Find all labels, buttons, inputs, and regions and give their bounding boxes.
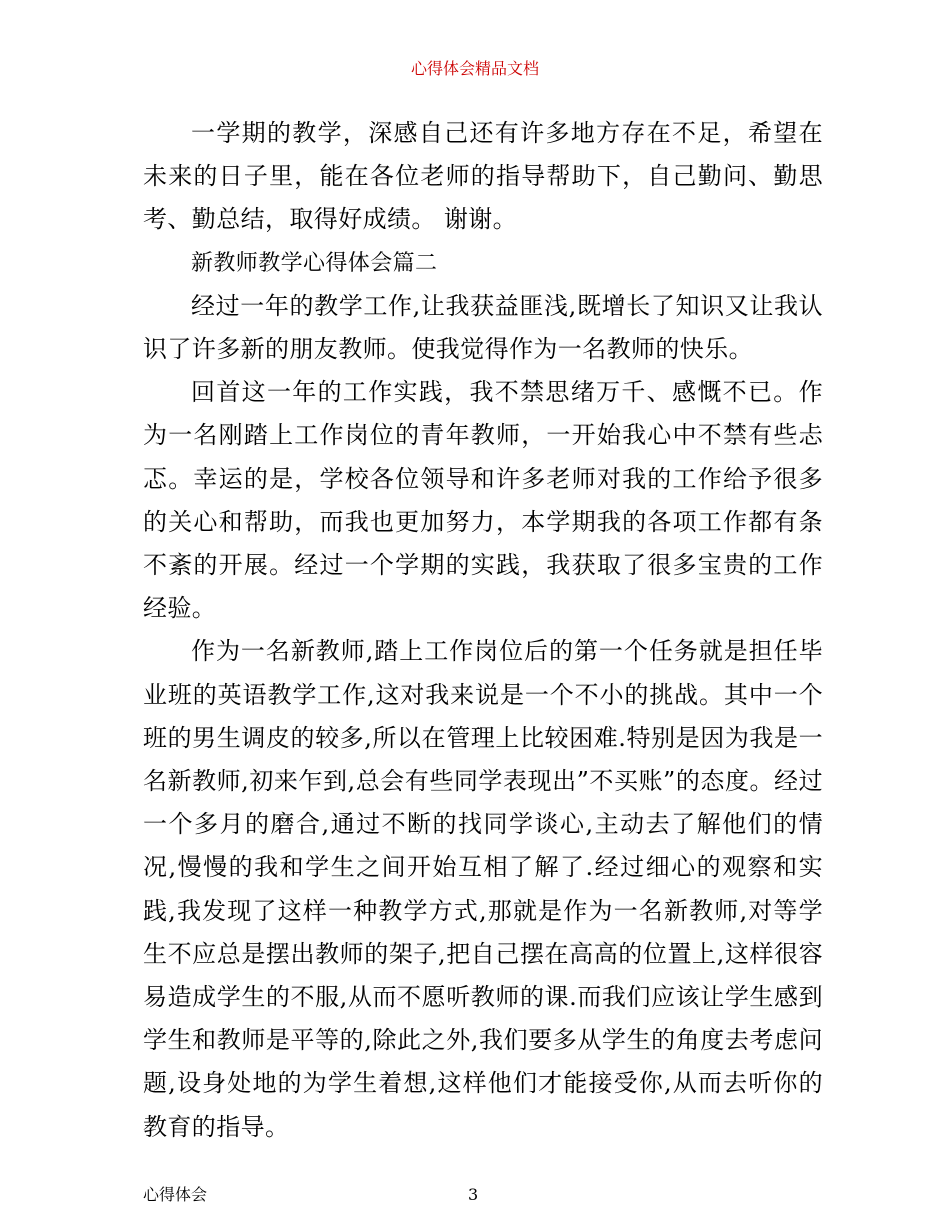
paragraph-2: 经过一年的教学工作,让我获益匪浅,既增长了知识又让我认识了许多新的朋友教师。使我觉得作为一名教师的快乐。 [143,291,823,364]
section-heading: 新教师教学心得体会篇二 [191,250,438,276]
page-header-title: 心得体会精品文档 [410,59,539,78]
page-number: 3 [468,1185,479,1204]
footer-label: 心得体会 [143,1185,208,1204]
paragraph-1: 一学期的教学，深感自己还有许多地方存在不足，希望在未来的日子里，能在各位老师的指导帮助下，自己勤问、勤思考、勤总结，取得好成绩。 谢谢。 [143,119,823,234]
paragraph-3: 回首这一年的工作实践，我不禁思绪万千、感慨不已。作为一名刚踏上工作岗位的青年教师，一开始我心中不禁有些忐忑。幸运的是，学校各位领导和许多老师对我的工作给予很多的关心和帮助，而我也更加努力，本学期我的各项工作都有条不紊的开展。经过一个学期的实践，我获取了很多宝贵的工作经验。 [143,378,823,623]
paragraph-4: 作为一名新教师,踏上工作岗位后的第一个任务就是担任毕业班的英语教学工作,这对我来说是一个不小的挑战。其中一个班的男生调皮的较多,所以在管理上比较困难.特别是因为我是一名新教师,初来乍到,总会有些同学表现出”不买账”的态度。经过一个多月的磨合,通过不断的找同学谈心,主动去了解他们的情况,慢慢的我和学生之间开始互相了解了.经过细心的观察和实践,我发现了这样一种教学方式,那就是作为一名新教师,对等学生不应总是摆出教师的架子,把自己摆在高高的位置上,这样很容易造成学生的不服,从而不愿听教师的课.而我们应该让学生感到学生和教师是平等的,除此之外,我们要多从学生的角度去考虑问题,设身处地的为学生着想,这样他们才能接受你,从而去听你的教育的指导。 [143,637,823,1141]
document-body [143,112,823,1149]
